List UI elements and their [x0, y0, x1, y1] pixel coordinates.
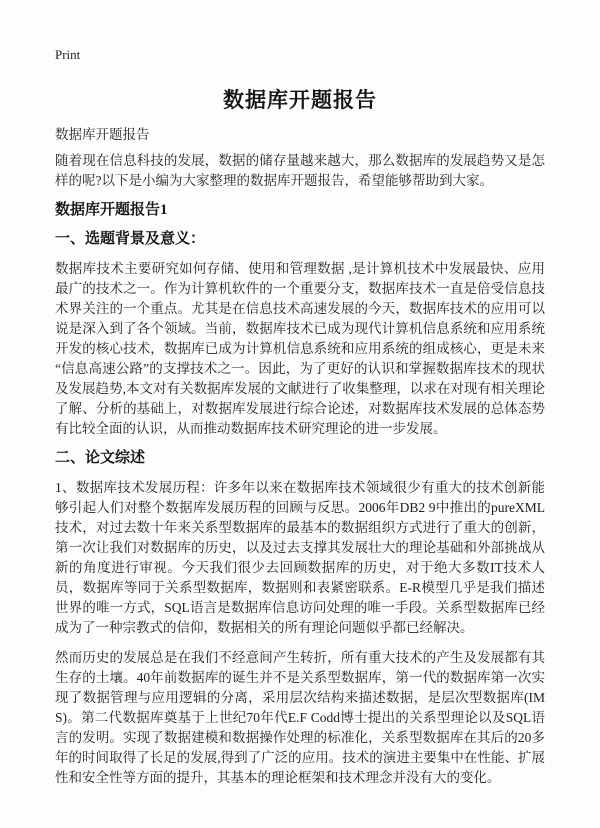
- intro-paragraph: 随着现在信息科技的发展，数据的储存量越来越大，那么数据库的发展趋势又是怎样的呢?以下是小编为大家整理的数据库开题报告，希望能够帮助到大家。: [55, 153, 545, 188]
- document-subtitle: 数据库开题报告: [55, 127, 150, 142]
- page-title: 数据库开题报告: [223, 88, 377, 112]
- report-1-title: 数据库开题报告1: [55, 202, 168, 218]
- section-heading-background: 一、选题背景及意义：: [55, 231, 206, 247]
- review-paragraph-1: 1、数据库技术发展历程：许多年以来在数据库技术领域很少有重大的技术创新能够引起人们对整个数据库发展历程的回顾与反思。2006年DB2 9中推出的pureXML技术，对过去数十年来关系型数据库的最基本的数据组织方式进行了重大的创新，第一次让我们对数据库的历史，以及过去支撑其发展壮大的理论基础和外部挑战从新的角度进行审视。今天我们很少去回顾数据库的历史，对于绝大多数IT技术人员，数据库等同于关系型数据库，数据则和表紧密联系。E-R模型几乎是我们描述世界的唯一方式，SQL语言是数据库信息访问处理的唯一手段。关系型数据库已经成为了一种宗教式的信仰，数据相关的所有理论问题似乎都已经解决。: [55, 480, 545, 635]
- print-button[interactable]: Print: [55, 47, 81, 62]
- review-paragraph-2: 然而历史的发展总是在我们不经意间产生转折，所有重大技术的产生及发展都有其生存的土壤。40年前数据库的诞生并不是关系型数据库，第一代的数据库第一次实现了数据管理与应用逻辑的分离，采用层次结构来描述数据，是层次型数据库(IMS)。第二代数据库奠基于上世纪70年代E.F Codd博士提出的关系型理论以及SQL语言的发明。实现了数据建模和数据操作处理的标准化，关系型数据库在其后的20多年的时间取得了长足的发展,得到了广泛的应用。技术的演进主要集中在性能、扩展性和安全性等方面的提升，其基本的理论框架和技术理念并没有大的变化。: [55, 650, 545, 785]
- section-heading-review: 二、论文综述: [55, 450, 146, 466]
- background-paragraph: 数据库技术主要研究如何存储、使用和管理数据 ,是计算机技术中发展最快、应用最广的技术之一。作为计算机软件的一个重要分支，数据库技术一直是倍受信息技术界关注的一个重点。尤其是在信息技术高速发展的今天，数据库技术的应用可以说是深入到了各个领域。当前，数据库技术已成为现代计算机信息系统和应用系统开发的核心技术，数据库已成为计算机信息系统和应用系统的组成核心，更是未来“信息高速公路”的支撑技术之一。因此，为了更好的认识和掌握数据库技术的现状及发展趋势,本文对有关数据库发展的文献进行了收集整理，以求在对现有相关理论了解、分析的基础上，对数据库发展进行综合论述，对数据库技术发展的总体态势有比较全面的认识，从而推动数据库技术研究理论的进一步发展。: [55, 261, 545, 436]
